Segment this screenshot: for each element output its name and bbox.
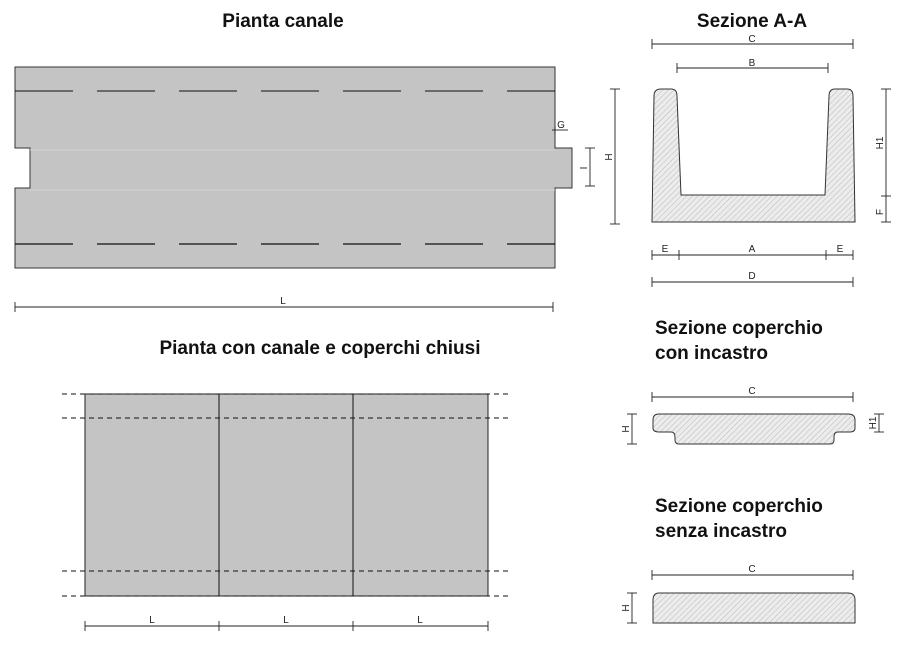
dim-label-C-lid2: C — [748, 564, 756, 575]
title-pianta-canale: Pianta canale — [222, 11, 344, 32]
title-sezione-aa: Sezione A-A — [696, 11, 808, 32]
dim-label-L-3: L — [417, 615, 423, 626]
title-coperchio-incastro-1: Sezione coperchio — [655, 318, 823, 339]
lid-recess-profile — [653, 414, 855, 444]
u-section-profile — [652, 89, 855, 222]
dimension-H-lid1 — [621, 414, 637, 444]
dim-label-L: L — [280, 296, 286, 307]
lid-with-recess-section — [621, 318, 884, 444]
dim-label-A: A — [748, 244, 756, 255]
section-aa — [652, 11, 891, 287]
dimension-C-lid1 — [652, 386, 853, 402]
dimension-I — [579, 148, 595, 186]
dimension-D — [652, 271, 853, 287]
dim-label-L-1: L — [149, 615, 155, 626]
dim-label-C-lid1: C — [748, 386, 756, 397]
covers-block — [85, 394, 488, 596]
dim-label-C: C — [748, 34, 756, 45]
dimension-B — [677, 58, 828, 73]
dim-label-H-lid1: H — [621, 425, 632, 433]
covered-plan-view — [62, 338, 512, 631]
dimension-C-section — [652, 34, 853, 49]
dim-label-G: G — [557, 120, 565, 131]
dim-label-H1: H1 — [875, 136, 886, 150]
dim-label-B: B — [748, 58, 756, 69]
title-coperchio-senza-1: Sezione coperchio — [655, 496, 823, 517]
lid-without-recess-section — [621, 496, 855, 623]
dimension-H-plan — [604, 89, 620, 224]
dimension-H1-section — [875, 89, 891, 196]
dim-label-E-right: E — [836, 244, 844, 255]
dim-label-I: I — [579, 166, 590, 170]
dimension-H1-lid1 — [868, 414, 884, 432]
lid-flat-profile — [653, 593, 855, 623]
dim-label-D: D — [748, 271, 756, 282]
dimension-H-lid2 — [621, 593, 637, 623]
title-pianta-coperchi: Pianta con canale e coperchi chiusi — [159, 338, 481, 359]
dim-label-F: F — [875, 208, 886, 216]
dimension-C-lid2 — [652, 564, 853, 580]
dim-label-H: H — [604, 153, 615, 161]
dim-label-H-lid2: H — [621, 604, 632, 612]
title-coperchio-senza-2: senza incastro — [655, 521, 787, 542]
dimension-L-covers — [85, 615, 488, 631]
dim-label-L-2: L — [283, 615, 289, 626]
dimension-L-plan — [15, 296, 553, 312]
title-coperchio-incastro-2: con incastro — [655, 343, 768, 364]
channel-plan-body — [15, 67, 572, 268]
dim-label-E-left: E — [661, 244, 669, 255]
dimension-E-A-E — [652, 244, 853, 260]
dim-label-H1-lid1: H1 — [868, 416, 879, 430]
dimension-F — [875, 196, 891, 222]
channel-plan-view — [15, 11, 620, 312]
